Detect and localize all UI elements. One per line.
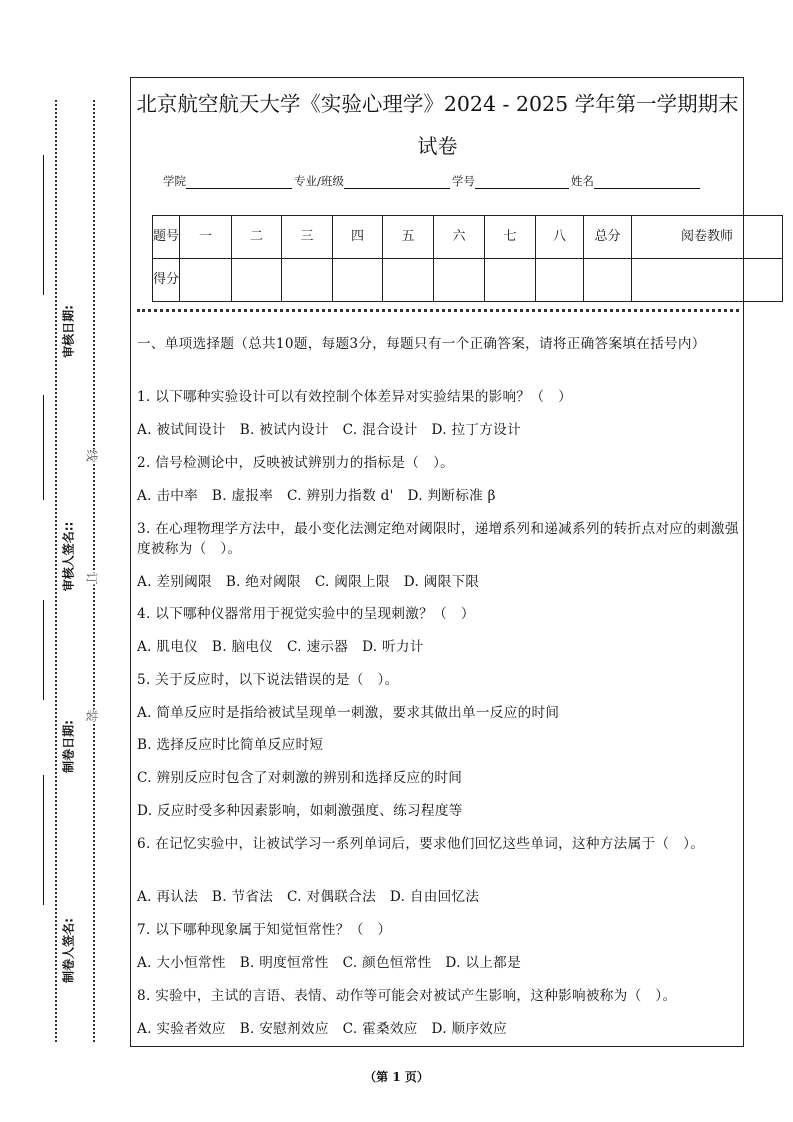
score-table-header-row	[153, 216, 783, 259]
question-stem: 7. 以下哪种现象属于知觉恒常性？（ ）	[137, 922, 392, 938]
college-blank[interactable]	[186, 174, 292, 189]
score-cell[interactable]	[434, 259, 485, 302]
student-info-fields	[163, 173, 702, 189]
row-label-score: 得分	[153, 259, 180, 302]
score-table-score-row	[153, 259, 783, 302]
field-label-major-class: 专业/班级	[294, 174, 344, 188]
separator-dotted-line	[137, 309, 739, 312]
question-stem: 6. 在记忆实验中，让被试学习一系列单词后，要求他们回忆这些单词，这种方法属于（ ）。	[137, 836, 705, 852]
col-header: 五	[383, 216, 434, 259]
question-options: A. 肌电仪 B. 脑电仪 C. 速示器 D. 听力计	[137, 639, 424, 655]
question-stem: 5. 关于反应时，以下说法错误的是（ ）。	[137, 672, 399, 688]
row-label-question-no: 题号	[153, 216, 180, 259]
question-stem: 3. 在心理物理学方法中，最小变化法测定绝对阈限时，递增系列和递减系列的转折点对应的刺激强度被称为（ ）。	[137, 521, 739, 557]
score-cell[interactable]	[485, 259, 536, 302]
exam-title: 北京航空航天大学《实验心理学》2024 - 2025 学年第一学期期末	[136, 92, 739, 116]
reviewer-signature-line	[43, 395, 44, 500]
binding-dotted-line-inner	[93, 100, 95, 1042]
exam-title-line2: 试卷	[417, 134, 458, 158]
score-cell[interactable]	[536, 259, 584, 302]
name-blank[interactable]	[594, 174, 700, 189]
section-heading: 一、单项选择题（总共10题，每题3分，每题只有一个正确答案，请将正确答案填在括号内）	[137, 336, 706, 352]
question-stem: 8. 实验中，主试的言语、表情、动作等可能会对被试产生影响，这种影响被称为（ ）。	[137, 988, 677, 1004]
score-cell[interactable]	[333, 259, 383, 302]
score-table	[152, 215, 783, 302]
col-header: 八	[536, 216, 584, 259]
question-stem: 2. 信号检测论中，反映被试辨别力的指标是（ ）。	[137, 455, 455, 471]
col-header: 七	[485, 216, 536, 259]
preparer-signature-line	[43, 775, 44, 905]
question-options: A. 大小恒常性 B. 明度恒常性 C. 颜色恒常性 D. 以上都是	[137, 955, 521, 971]
binding-mark-line: 线	[84, 449, 99, 462]
reviewer-signature-label: 审核人签名::	[61, 521, 76, 592]
question-options: A. 差别阈限 B. 绝对阈限 C. 阈限上限 D. 阈限下限	[137, 574, 480, 590]
score-cell[interactable]	[383, 259, 434, 302]
review-date-line	[43, 155, 44, 295]
score-cell[interactable]	[632, 259, 783, 302]
score-cell[interactable]	[584, 259, 632, 302]
prepare-date-line	[43, 600, 44, 700]
field-label-college: 学院	[163, 174, 186, 188]
binding-dotted-line-outer	[55, 100, 57, 1042]
question-options: A. 实验者效应 B. 安慰剂效应 C. 霍桑效应 D. 顺序效应	[137, 1021, 508, 1037]
prepare-date-label: 制卷日期:	[61, 720, 76, 773]
col-header: 三	[282, 216, 333, 259]
preparer-signature-label: 制卷人签名:	[61, 918, 76, 983]
question-stem: 1. 以下哪种实验设计可以有效控制个体差异对实验结果的影响？（ ）	[137, 389, 573, 405]
question-options: A. 击中率 B. 虚报率 C. 辨别力指数 d' D. 判断标准 β	[137, 488, 496, 504]
question-stem: 4. 以下哪种仪器常用于视觉实验中的呈现刺激？（ ）	[137, 606, 475, 622]
review-date-label: 审核日期:	[61, 305, 76, 358]
binding-mark-staple: 订	[84, 572, 99, 585]
binding-mark-bind: 装	[84, 709, 99, 722]
col-header: 六	[434, 216, 485, 259]
col-header: 二	[232, 216, 282, 259]
score-cell[interactable]	[282, 259, 333, 302]
col-header: 总分	[584, 216, 632, 259]
col-header-grader: 阅卷教师	[632, 216, 783, 259]
field-label-student-id: 学号	[451, 174, 475, 188]
major-class-blank[interactable]	[344, 174, 450, 189]
question-option: D. 反应时受多种因素影响，如刺激强度、练习程度等	[137, 803, 463, 819]
score-cell[interactable]	[232, 259, 282, 302]
col-header: 一	[180, 216, 232, 259]
score-cell[interactable]	[180, 259, 232, 302]
question-options: A. 再认法 B. 节省法 C. 对偶联合法 D. 自由回忆法	[137, 889, 480, 905]
field-label-name: 姓名	[570, 174, 594, 188]
student-id-blank[interactable]	[475, 174, 569, 189]
page-number: （第 1 页）	[364, 1070, 429, 1084]
question-option: A. 简单反应时是指给被试呈现单一刺激，要求其做出单一反应的时间	[137, 705, 560, 721]
question-option: B. 选择反应时比简单反应时短	[137, 737, 324, 753]
col-header: 四	[333, 216, 383, 259]
question-option: C. 辨别反应时包含了对刺激的辨别和选择反应的时间	[137, 770, 463, 786]
question-options: A. 被试间设计 B. 被试内设计 C. 混合设计 D. 拉丁方设计	[137, 422, 521, 438]
